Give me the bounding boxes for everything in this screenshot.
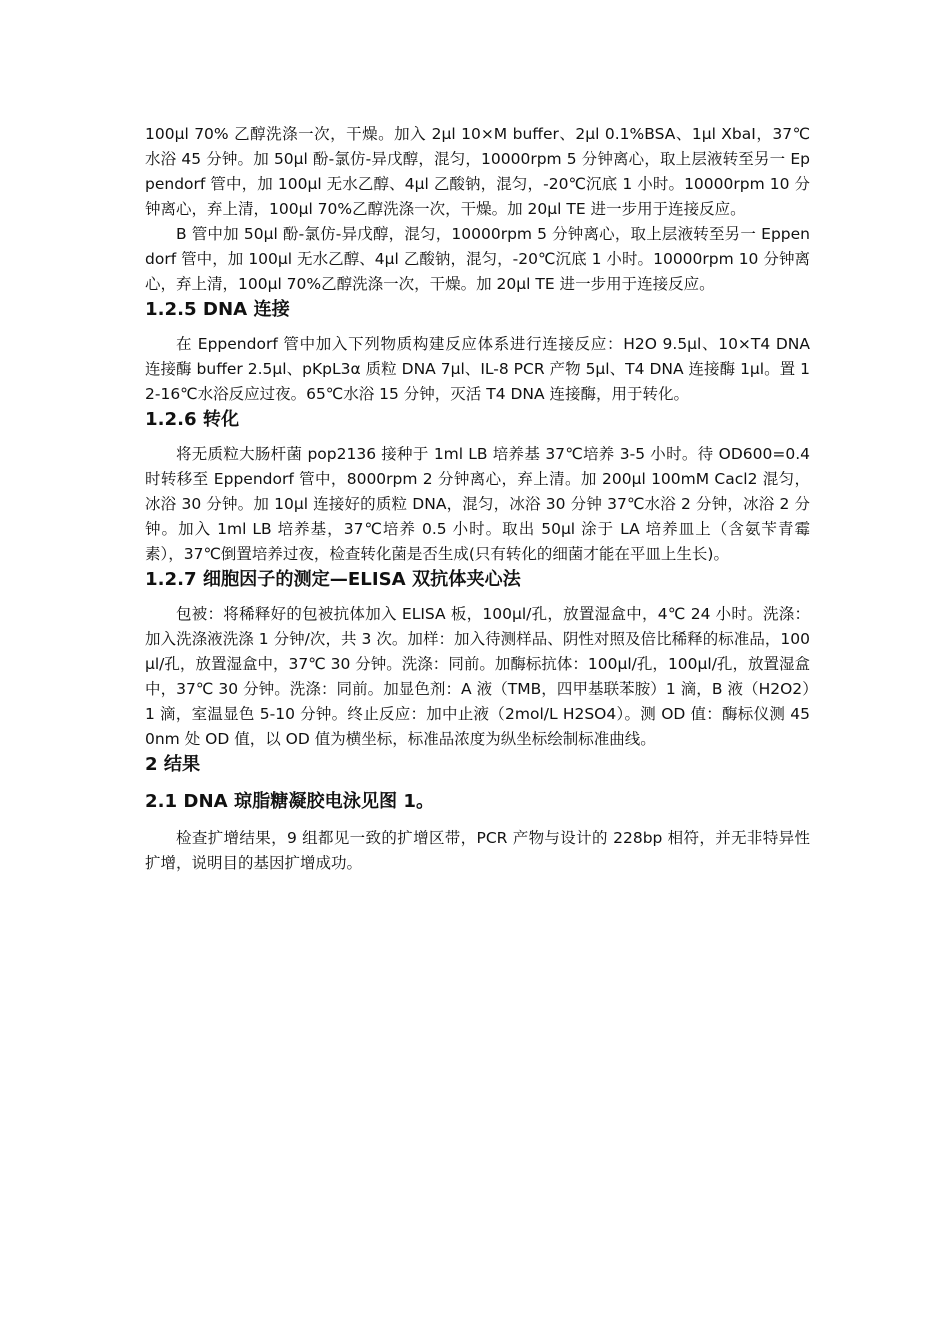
paragraph-digest-a: 100μl 70% 乙醇洗涤一次，干燥。加入 2μl 10×M buffer、2μl 0.1%BSA、1μl XbaI，37℃水浴 45 分钟。加 50μl 酚-氯仿-异戊醇，混匀，10000rpm 5 分钟离心，取上层液转至另一 Eppendorf 管中，加 100μl 无水乙醇、4μl 乙酸钠，混匀，-20℃沉底 1 小时。10000rpm 10 分钟离心，弃上清，100μl 70%乙醇洗涤一次，干燥。加 20μl TE 进一步用于连接反应。 [145,125,810,218]
document-body [145,122,810,876]
paragraph-transformation: 将无质粒大肠杆菌 pop2136 接种于 1ml LB 培养基 37℃培养 3-5 小时。待 OD600=0.4 时转移至 Eppendorf 管中，8000rpm 2 分钟离心，弃上清。加 200μl 100mM Cacl2 混匀，冰浴 30 分钟。加 10μl 连接好的质粒 DNA，混匀，冰浴 30 分钟 37℃水浴 2 分钟，冰浴 2 分钟。加入 1ml LB 培养基，37℃培养 0.5 小时。取出 50μl 涂于 LA 培养皿上（含氨苄青霉素），37℃倒置培养过夜，检查转化菌是否生成(只有转化的细菌才能在平皿上生长)。 [145,445,810,563]
spacer [145,592,810,602]
heading-transformation: 1.2.6 转化 [145,409,240,430]
spacer [145,432,810,442]
heading-gel-electrophoresis: 2.1 DNA 琼脂糖凝胶电泳见图 1。 [145,791,435,812]
spacer [145,777,810,789]
spacer [145,322,810,332]
heading-results: 2 结果 [145,754,201,775]
heading-elisa: 1.2.7 细胞因子的测定—ELISA 双抗体夹心法 [145,569,521,590]
paragraph-elisa: 包被：将稀释好的包被抗体加入 ELISA 板，100μl/孔，放置湿盒中，4℃ 24 小时。洗涤：加入洗涤液洗涤 1 分钟/次，共 3 次。加样：加入待测样品、阴性对照及倍比稀释的标准品，100μl/孔，放置湿盒中，37℃ 30 分钟。洗涤：同前。加酶标抗体：100μl/孔，100μl/孔，放置湿盒中，37℃ 30 分钟。洗涤：同前。加显色剂：A 液（TMB，四甲基联苯胺）1 滴，B 液（H2O2）1 滴，室温显色 5-10 分钟。终止反应：加中止液（2mol/L H2SO4）。测 OD 值：酶标仪测 450nm 处 OD 值，以 OD 值为横坐标，标准品浓度为纵坐标绘制标准曲线。 [145,605,810,748]
paragraph-tube-b: B 管中加 50μl 酚-氯仿-异戊醇，混匀，10000rpm 5 分钟离心，取上层液转至另一 Eppendorf 管中，加 100μl 无水乙醇、4μl 乙酸钠，混匀，-20℃沉底 1 小时。10000rpm 10 分钟离心，弃上清，100μl 70%乙醇洗涤一次，干燥。加 20μl TE 进一步用于连接反应。 [145,225,810,293]
heading-dna-ligation: 1.2.5 DNA 连接 [145,299,290,320]
paragraph-ligation: 在 Eppendorf 管中加入下列物质构建反应体系进行连接反应：H2O 9.5μl、10×T4 DNA 连接酶 buffer 2.5μl、pKpL3α 质粒 DNA 7μl、IL-8 PCR 产物 5μl、T4 DNA 连接酶 1μl。置 12-16℃水浴反应过夜。65℃水浴 15 分钟，灭活 T4 DNA 连接酶，用于转化。 [145,335,810,403]
paragraph-amplification-result: 检查扩增结果，9 组都见一致的扩增区带，PCR 产物与设计的 228bp 相符，并无非特异性扩增，说明目的基因扩增成功。 [145,829,810,872]
spacer [145,814,810,826]
